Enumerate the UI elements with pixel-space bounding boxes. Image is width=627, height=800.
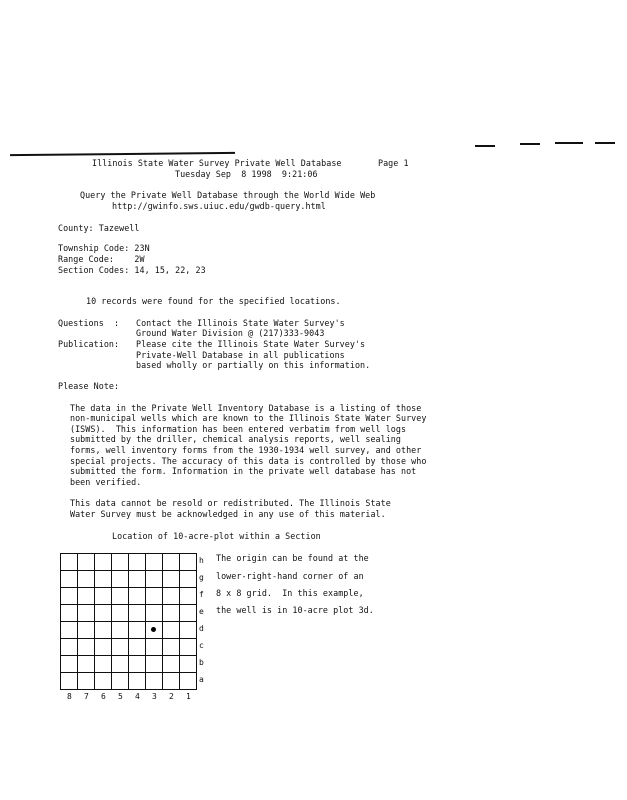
well-location-dot [151, 627, 156, 632]
county: County: Tazewell [58, 223, 140, 233]
grid-cell-2d [163, 622, 180, 639]
publication-label: Publication: [58, 339, 120, 349]
grid-cell-8f [61, 588, 78, 605]
grid-cell-6h [95, 554, 112, 571]
note-paragraph-line: been verified. [70, 477, 142, 487]
grid-cell-2b [163, 656, 180, 673]
grid-cell-8b [61, 656, 78, 673]
grid-cell-2f [163, 588, 180, 605]
grid-cell-3f [146, 588, 163, 605]
grid-cell-4g [129, 571, 146, 588]
note-paragraph-line: The data in the Private Well Inventory Database is a listing of those [70, 403, 422, 413]
grid-cell-1g [180, 571, 197, 588]
grid-cell-4e [129, 605, 146, 622]
page-number: Page 1 [378, 158, 409, 168]
grid-cell-1b [180, 656, 197, 673]
grid-cell-4c [129, 639, 146, 656]
grid-cell-1e [180, 605, 197, 622]
note-paragraph-line: forms, well inventory forms from the 1930-1934 well survey, and other [70, 445, 422, 455]
grid-cell-8h [61, 554, 78, 571]
scan-artifact-line [595, 142, 615, 144]
grid-row-label: f [199, 590, 204, 599]
grid-cell-6e [95, 605, 112, 622]
grid-cell-6f [95, 588, 112, 605]
grid-cell-3b [146, 656, 163, 673]
grid-cell-4a [129, 673, 146, 690]
note-paragraph-line: submitted by the driller, chemical analysis reports, well sealing [70, 434, 401, 444]
publication-line-2: Private-Well Database in all publications [136, 350, 345, 360]
plot-explanation-line: 8 x 8 grid. In this example, [216, 588, 364, 598]
grid-cell-2e [163, 605, 180, 622]
grid-cell-4h [129, 554, 146, 571]
range-code: Range Code: 2W [58, 254, 145, 264]
scan-artifact-line [555, 142, 583, 144]
grid-cell-5d [112, 622, 129, 639]
note-paragraph-line: This data cannot be resold or redistributed. The Illinois State [70, 498, 391, 508]
grid-cell-6a [95, 673, 112, 690]
grid-col-label: 7 [84, 692, 89, 701]
grid-col-label: 6 [101, 692, 106, 701]
grid-cell-1f [180, 588, 197, 605]
grid-cell-4b [129, 656, 146, 673]
grid-cell-8c [61, 639, 78, 656]
township-code: Township Code: 23N [58, 243, 150, 253]
grid-cell-5g [112, 571, 129, 588]
grid-cell-2c [163, 639, 180, 656]
grid-cell-3d [146, 622, 163, 639]
grid-cell-3c [146, 639, 163, 656]
publication-line-3: based wholly or partially on this information. [136, 360, 371, 370]
publication-line-1: Please cite the Illinois State Water Survey's [136, 339, 366, 349]
plot-explanation-line: lower-right-hand corner of an [216, 571, 364, 581]
grid-row-label: a [199, 675, 204, 684]
grid-cell-1h [180, 554, 197, 571]
note-paragraph-line: (ISWS). This information has been entered verbatim from well logs [70, 424, 407, 434]
grid-cell-2h [163, 554, 180, 571]
grid-cell-5a [112, 673, 129, 690]
grid-cell-6d [95, 622, 112, 639]
grid-row-label: g [199, 573, 204, 582]
grid-cell-8a [61, 673, 78, 690]
note-paragraph-line: non-municipal wells which are known to the Illinois State Water Survey [70, 413, 427, 423]
grid-cell-3a [146, 673, 163, 690]
grid-row-label: e [199, 607, 204, 616]
grid-cell-6g [95, 571, 112, 588]
grid-cell-5f [112, 588, 129, 605]
grid-cell-2g [163, 571, 180, 588]
acre-plot-grid [60, 553, 197, 690]
grid-cell-1c [180, 639, 197, 656]
grid-col-label: 3 [152, 692, 157, 701]
grid-cell-5b [112, 656, 129, 673]
grid-cell-8e [61, 605, 78, 622]
grid-cell-7f [78, 588, 95, 605]
grid-cell-8g [61, 571, 78, 588]
note-paragraph-line: special projects. The accuracy of this data is controlled by those who [70, 456, 427, 466]
plot-explanation-line: the well is in 10-acre plot 3d. [216, 605, 374, 615]
query-line: Query the Private Well Database through the World Wide Web [80, 190, 376, 200]
plot-explanation-line: The origin can be found at the [216, 553, 369, 563]
grid-cell-5h [112, 554, 129, 571]
grid-row-label: b [199, 658, 204, 667]
grid-cell-4d [129, 622, 146, 639]
grid-col-label: 1 [186, 692, 191, 701]
grid-cell-5c [112, 639, 129, 656]
note-heading: Please Note: [58, 381, 120, 391]
grid-row-label: d [199, 624, 204, 633]
scan-artifact-line [520, 143, 540, 145]
section-codes: Section Codes: 14, 15, 22, 23 [58, 265, 206, 275]
grid-cell-7e [78, 605, 95, 622]
questions-label: Questions : [58, 318, 120, 328]
grid-cell-3h [146, 554, 163, 571]
note-paragraph-line: submitted the form. Information in the private well database has not [70, 466, 417, 476]
grid-col-label: 4 [135, 692, 140, 701]
grid-cell-3e [146, 605, 163, 622]
grid-cell-3g [146, 571, 163, 588]
grid-cell-7c [78, 639, 95, 656]
grid-row-label: c [199, 641, 204, 650]
grid-cell-7b [78, 656, 95, 673]
grid-cell-6c [95, 639, 112, 656]
grid-cell-7d [78, 622, 95, 639]
query-url[interactable]: http://gwinfo.sws.uiuc.edu/gwdb-query.html [112, 201, 326, 211]
grid-cell-5e [112, 605, 129, 622]
scan-artifact-line [10, 152, 235, 156]
grid-cell-7g [78, 571, 95, 588]
grid-col-label: 2 [169, 692, 174, 701]
report-date: Tuesday Sep 8 1998 9:21:06 [175, 169, 318, 179]
grid-row-label: h [199, 556, 204, 565]
grid-cell-6b [95, 656, 112, 673]
questions-line-1: Contact the Illinois State Water Survey's [136, 318, 345, 328]
grid-cell-2a [163, 673, 180, 690]
scan-artifact-line [475, 145, 495, 147]
grid-cell-4f [129, 588, 146, 605]
grid-cell-8d [61, 622, 78, 639]
grid-cell-7a [78, 673, 95, 690]
grid-col-label: 8 [67, 692, 72, 701]
questions-line-2: Ground Water Division @ (217)333-9043 [136, 328, 325, 338]
grid-cell-7h [78, 554, 95, 571]
note-paragraph-line: Water Survey must be acknowledged in any use of this material. [70, 509, 386, 519]
plot-caption: Location of 10-acre-plot within a Section [112, 531, 321, 541]
grid-cell-1d [180, 622, 197, 639]
grid-col-label: 5 [118, 692, 123, 701]
report-title: Illinois State Water Survey Private Well Database [92, 158, 342, 168]
grid-cell-1a [180, 673, 197, 690]
records-found: 10 records were found for the specified locations. [86, 296, 341, 306]
